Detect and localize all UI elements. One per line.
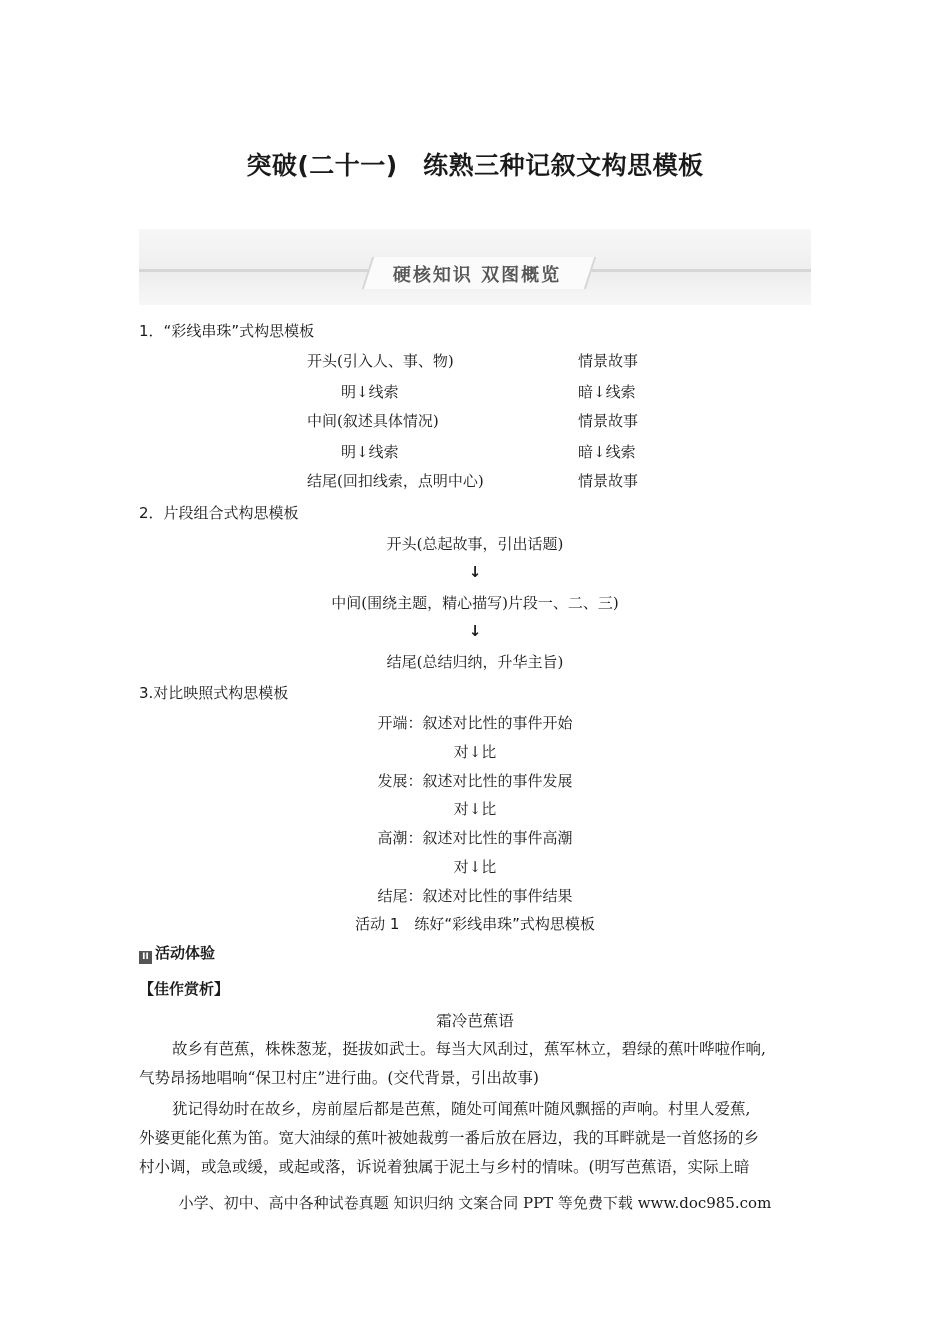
section1-row-right: 情景故事 <box>578 412 639 430</box>
page-title: 突破(二十一) 练熟三种记叙文构思模板 <box>246 151 704 180</box>
down-arrow: ↓ <box>468 622 482 640</box>
section-banner <box>139 229 811 305</box>
section3-line: 结尾：叙述对比性的事件结果 <box>377 887 573 905</box>
section1-row-left: 中间(叙述具体情况) <box>307 412 439 430</box>
essay-title: 霜冷芭蕉语 <box>436 1012 514 1030</box>
banner-rule-left <box>139 269 375 272</box>
section3-heading: 3.对比映照式构思模板 <box>139 684 289 702</box>
roman-two-icon: II <box>139 951 152 964</box>
essay-line: 犹记得幼时在故乡，房前屋后都是芭蕉，随处可闻蕉叶随风飘摇的声响。村里人爱蕉, <box>172 1100 751 1118</box>
experience-heading <box>139 942 215 964</box>
page-footer: 小学、初中、高中各种试卷真题 知识归纳 文案合同 PPT 等免费下载 www.doc985.com <box>178 1194 772 1212</box>
section1-row-right: 情景故事 <box>578 472 639 490</box>
section3-contrast: 对↓比 <box>453 743 497 761</box>
section1-row-left: 明↓线索 <box>341 383 399 401</box>
experience-label: 活动体验 <box>155 944 216 962</box>
down-arrow: ↓ <box>468 563 482 581</box>
section1-row-right: 情景故事 <box>578 352 639 370</box>
section3-line: 开端：叙述对比性的事件开始 <box>377 714 573 732</box>
section2-heading: 2．片段组合式构思模板 <box>139 504 299 522</box>
section3-contrast: 对↓比 <box>453 858 497 876</box>
section1-row-right: 暗↓线索 <box>578 443 636 461</box>
section3-contrast: 对↓比 <box>453 800 497 818</box>
section3-line: 发展：叙述对比性的事件发展 <box>377 772 573 790</box>
section2-line: 结尾(总结归纳，升华主旨) <box>386 653 564 671</box>
essay-line: 村小调，或急或缓，或起或落，诉说着独属于泥土与乡村的情味。(明写芭蕉语，实际上暗 <box>139 1158 750 1176</box>
essay-line: 外婆更能化蕉为笛。宽大油绿的蕉叶被她裁剪一番后放在唇边，我的耳畔就是一首悠扬的乡 <box>139 1129 760 1147</box>
appreciation-label: 【佳作赏析】 <box>139 980 230 998</box>
essay-line: 故乡有芭蕉，株株葱茏，挺拔如武士。每当大风刮过，蕉军林立，碧绿的蕉叶哗啦作响, <box>172 1040 766 1058</box>
banner-label: 硬核知识 双图概览 <box>392 265 562 286</box>
section1-row-left: 结尾(回扣线索，点明中心) <box>307 472 484 490</box>
section1-row-left: 明↓线索 <box>341 443 399 461</box>
activity-title: 活动 1 练好“彩线串珠”式构思模板 <box>355 915 595 933</box>
section3-line: 高潮：叙述对比性的事件高潮 <box>377 829 573 847</box>
section1-heading: 1．“彩线串珠”式构思模板 <box>139 322 315 340</box>
section1-row-left: 开头(引入人、事、物) <box>307 352 454 370</box>
section2-line: 中间(围绕主题，精心描写)片段一、二、三) <box>331 594 619 612</box>
banner-rule-right <box>587 269 811 272</box>
section1-row-right: 暗↓线索 <box>578 383 636 401</box>
essay-line: 气势昂扬地唱响“保卫村庄”进行曲。(交代背景，引出故事) <box>139 1069 539 1087</box>
section2-line: 开头(总起故事，引出话题) <box>386 535 564 553</box>
